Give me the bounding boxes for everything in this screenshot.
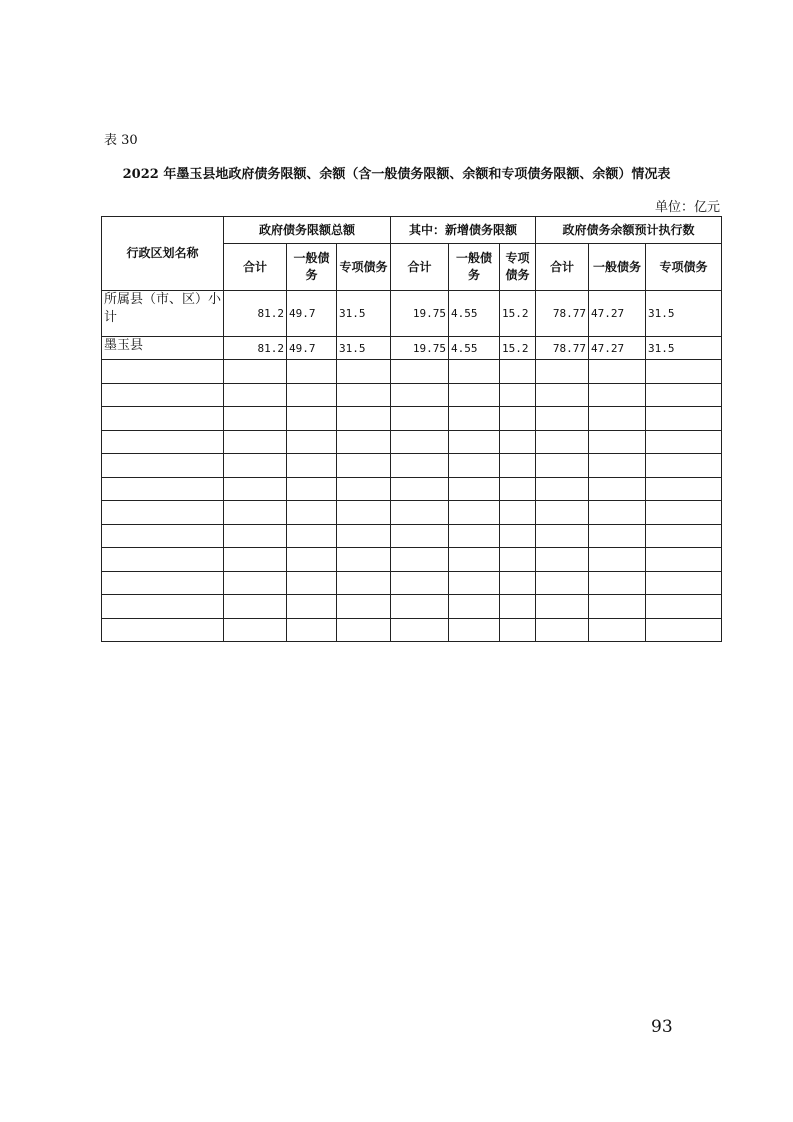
empty-cell bbox=[287, 383, 337, 407]
empty-cell bbox=[536, 548, 589, 572]
column-header-special-debt: 专项债务 bbox=[646, 244, 722, 291]
empty-cell bbox=[500, 501, 536, 525]
empty-cell bbox=[391, 383, 449, 407]
empty-table-row bbox=[102, 524, 722, 548]
empty-cell bbox=[102, 477, 224, 501]
empty-cell bbox=[337, 454, 391, 478]
empty-cell bbox=[589, 595, 646, 619]
empty-cell bbox=[102, 524, 224, 548]
empty-cell bbox=[589, 477, 646, 501]
empty-cell bbox=[646, 407, 722, 431]
empty-cell bbox=[102, 548, 224, 572]
empty-cell bbox=[102, 501, 224, 525]
column-header-general-debt: 一般债务 bbox=[589, 244, 646, 291]
empty-cell bbox=[589, 454, 646, 478]
empty-table-row bbox=[102, 548, 722, 572]
empty-cell bbox=[589, 524, 646, 548]
empty-table-row bbox=[102, 430, 722, 454]
empty-cell bbox=[102, 430, 224, 454]
empty-cell bbox=[337, 501, 391, 525]
empty-cell bbox=[589, 501, 646, 525]
empty-cell bbox=[224, 407, 287, 431]
column-header-total: 合计 bbox=[391, 244, 449, 291]
empty-cell bbox=[102, 407, 224, 431]
empty-cell bbox=[224, 383, 287, 407]
empty-table-row bbox=[102, 595, 722, 619]
empty-cell bbox=[391, 407, 449, 431]
empty-cell bbox=[287, 454, 337, 478]
empty-cell bbox=[287, 548, 337, 572]
empty-cell bbox=[500, 548, 536, 572]
empty-cell bbox=[224, 571, 287, 595]
empty-cell bbox=[337, 360, 391, 384]
empty-cell bbox=[224, 477, 287, 501]
empty-cell bbox=[337, 407, 391, 431]
empty-cell bbox=[102, 454, 224, 478]
empty-table-row bbox=[102, 454, 722, 478]
empty-cell bbox=[500, 383, 536, 407]
empty-table-row bbox=[102, 618, 722, 642]
empty-cell bbox=[646, 618, 722, 642]
cell-limit-total: 81.2 bbox=[224, 291, 287, 337]
empty-table-row bbox=[102, 407, 722, 431]
debt-table bbox=[101, 216, 722, 642]
empty-cell bbox=[536, 618, 589, 642]
empty-cell bbox=[646, 430, 722, 454]
empty-cell bbox=[287, 524, 337, 548]
cell-limit-special: 31.5 bbox=[337, 337, 391, 360]
column-header-total: 合计 bbox=[224, 244, 287, 291]
empty-cell bbox=[536, 360, 589, 384]
empty-table-row bbox=[102, 360, 722, 384]
empty-cell bbox=[646, 477, 722, 501]
cell-new-special: 15.2 bbox=[500, 337, 536, 360]
empty-cell bbox=[500, 618, 536, 642]
empty-cell bbox=[391, 595, 449, 619]
table-row bbox=[102, 291, 722, 337]
group-header-new-limit: 其中：新增债务限额 bbox=[391, 217, 536, 244]
cell-new-general: 4.55 bbox=[449, 291, 500, 337]
column-header-name: 行政区划名称 bbox=[102, 217, 224, 291]
empty-cell bbox=[224, 360, 287, 384]
empty-cell bbox=[500, 477, 536, 501]
empty-cell bbox=[337, 477, 391, 501]
empty-cell bbox=[391, 454, 449, 478]
empty-cell bbox=[337, 383, 391, 407]
table-label: 表 30 bbox=[104, 133, 138, 148]
empty-cell bbox=[449, 407, 500, 431]
empty-cell bbox=[337, 618, 391, 642]
empty-cell bbox=[449, 477, 500, 501]
group-header-limit-total: 政府债务限额总额 bbox=[224, 217, 391, 244]
empty-cell bbox=[646, 571, 722, 595]
empty-cell bbox=[224, 454, 287, 478]
empty-cell bbox=[589, 618, 646, 642]
empty-cell bbox=[449, 571, 500, 595]
cell-balance-general: 47.27 bbox=[589, 291, 646, 337]
cell-limit-special: 31.5 bbox=[337, 291, 391, 337]
empty-cell bbox=[337, 524, 391, 548]
empty-cell bbox=[589, 407, 646, 431]
empty-rows bbox=[102, 360, 722, 642]
empty-cell bbox=[500, 430, 536, 454]
empty-cell bbox=[224, 618, 287, 642]
cell-balance-total: 78.77 bbox=[536, 337, 589, 360]
empty-cell bbox=[391, 430, 449, 454]
empty-cell bbox=[536, 477, 589, 501]
empty-cell bbox=[646, 360, 722, 384]
empty-cell bbox=[449, 618, 500, 642]
empty-cell bbox=[589, 383, 646, 407]
empty-table-row bbox=[102, 501, 722, 525]
column-header-special-debt: 专项债务 bbox=[500, 244, 536, 291]
empty-cell bbox=[102, 618, 224, 642]
empty-table-row bbox=[102, 383, 722, 407]
empty-cell bbox=[500, 524, 536, 548]
empty-cell bbox=[500, 360, 536, 384]
empty-cell bbox=[589, 360, 646, 384]
empty-cell bbox=[337, 571, 391, 595]
empty-cell bbox=[449, 501, 500, 525]
empty-cell bbox=[589, 548, 646, 572]
empty-cell bbox=[646, 595, 722, 619]
cell-limit-total: 81.2 bbox=[224, 337, 287, 360]
cell-new-total: 19.75 bbox=[391, 337, 449, 360]
table-row bbox=[102, 337, 722, 360]
empty-cell bbox=[224, 524, 287, 548]
empty-cell bbox=[102, 383, 224, 407]
empty-cell bbox=[391, 477, 449, 501]
empty-cell bbox=[287, 618, 337, 642]
empty-cell bbox=[287, 595, 337, 619]
empty-cell bbox=[449, 383, 500, 407]
empty-cell bbox=[449, 595, 500, 619]
empty-cell bbox=[449, 360, 500, 384]
empty-cell bbox=[224, 430, 287, 454]
empty-cell bbox=[536, 571, 589, 595]
empty-cell bbox=[536, 407, 589, 431]
empty-cell bbox=[337, 595, 391, 619]
empty-cell bbox=[287, 501, 337, 525]
empty-table-row bbox=[102, 571, 722, 595]
empty-cell bbox=[287, 477, 337, 501]
empty-cell bbox=[449, 454, 500, 478]
empty-cell bbox=[500, 595, 536, 619]
empty-cell bbox=[449, 430, 500, 454]
cell-balance-total: 78.77 bbox=[536, 291, 589, 337]
empty-cell bbox=[102, 360, 224, 384]
empty-cell bbox=[536, 524, 589, 548]
empty-cell bbox=[449, 548, 500, 572]
empty-cell bbox=[224, 595, 287, 619]
column-header-total: 合计 bbox=[536, 244, 589, 291]
row-name: 所属县（市、区）小计 bbox=[102, 291, 224, 337]
empty-cell bbox=[646, 383, 722, 407]
cell-balance-general: 47.27 bbox=[589, 337, 646, 360]
empty-cell bbox=[646, 548, 722, 572]
column-header-general-debt: 一般债务 bbox=[287, 244, 337, 291]
empty-cell bbox=[287, 571, 337, 595]
header-row-groups bbox=[102, 217, 722, 244]
empty-cell bbox=[224, 548, 287, 572]
empty-cell bbox=[391, 618, 449, 642]
empty-cell bbox=[589, 430, 646, 454]
empty-cell bbox=[536, 383, 589, 407]
cell-balance-special: 31.5 bbox=[646, 291, 722, 337]
cell-limit-general: 49.7 bbox=[287, 337, 337, 360]
column-header-special-debt: 专项债务 bbox=[337, 244, 391, 291]
column-header-general-debt: 一般债务 bbox=[449, 244, 500, 291]
empty-cell bbox=[536, 595, 589, 619]
page-number: 93 bbox=[651, 1017, 673, 1037]
empty-cell bbox=[500, 407, 536, 431]
document-title: 2022 年墨玉县地政府债务限额、余额（含一般债务限额、余额和专项债务限额、余额）情况表 bbox=[122, 167, 671, 182]
empty-cell bbox=[500, 571, 536, 595]
empty-cell bbox=[536, 430, 589, 454]
empty-cell bbox=[391, 360, 449, 384]
empty-cell bbox=[287, 430, 337, 454]
empty-cell bbox=[287, 407, 337, 431]
empty-cell bbox=[391, 524, 449, 548]
empty-cell bbox=[102, 595, 224, 619]
empty-cell bbox=[536, 454, 589, 478]
empty-cell bbox=[646, 454, 722, 478]
empty-cell bbox=[102, 571, 224, 595]
empty-cell bbox=[224, 501, 287, 525]
cell-new-general: 4.55 bbox=[449, 337, 500, 360]
empty-cell bbox=[391, 501, 449, 525]
row-name: 墨玉县 bbox=[102, 337, 224, 360]
empty-cell bbox=[337, 430, 391, 454]
empty-cell bbox=[500, 454, 536, 478]
empty-table-row bbox=[102, 477, 722, 501]
cell-new-special: 15.2 bbox=[500, 291, 536, 337]
empty-cell bbox=[287, 360, 337, 384]
empty-cell bbox=[536, 501, 589, 525]
empty-cell bbox=[646, 501, 722, 525]
empty-cell bbox=[449, 524, 500, 548]
cell-balance-special: 31.5 bbox=[646, 337, 722, 360]
empty-cell bbox=[391, 548, 449, 572]
cell-new-total: 19.75 bbox=[391, 291, 449, 337]
empty-cell bbox=[337, 548, 391, 572]
empty-cell bbox=[646, 524, 722, 548]
cell-limit-general: 49.7 bbox=[287, 291, 337, 337]
group-header-balance-estimate: 政府债务余额预计执行数 bbox=[536, 217, 722, 244]
empty-cell bbox=[391, 571, 449, 595]
empty-cell bbox=[589, 571, 646, 595]
unit-note: 单位：亿元 bbox=[654, 200, 720, 215]
